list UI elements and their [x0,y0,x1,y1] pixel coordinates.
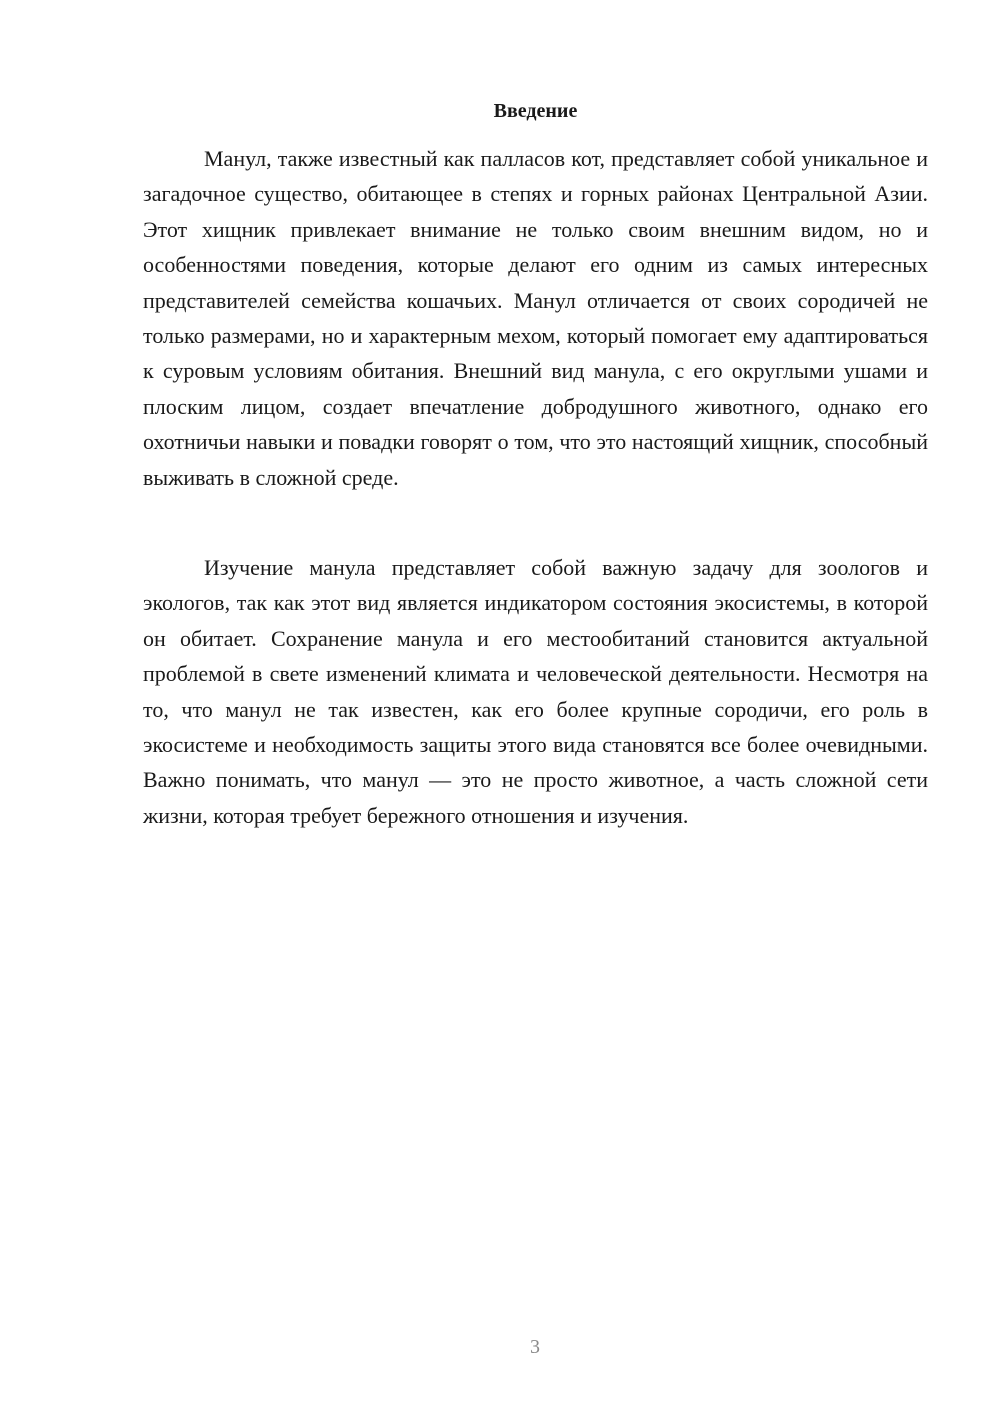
paragraph-intro-2: Изучение манула представляет собой важную задачу для зоологов и экологов, так как этот вид является индикатором состояния экосистемы, в которой он обитает. Сохранение манула и его местообитаний становится актуальной проблемой в свете изменений климата и человеческой деятельности. Несмотря на то, что манул не так известен, как его более крупные сородичи, его роль в экосистеме и необходимость защиты этого вида становятся все более очевидными. Важно понимать, что манул — это не просто животное, а часть сложной сети жизни, которая требует бережного отношения и изучения. [143,555,928,828]
paragraph-intro-1: Манул, также известный как палласов кот, представляет собой уникальное и загадочное существо, обитающее в степях и горных районах Центральной Азии. Этот хищник привлекает внимание не только своим внешним видом, но и особенностями поведения, которые делают его одним из самых интересных представителей семейства кошачьих. Манул отличается от своих сородичей не только размерами, но и характерным мехом, который помогает ему адаптироваться к суровым условиям обитания. Внешний вид манула, с его округлыми ушами и плоским лицом, создает впечатление добродушного животного, однако его охотничьи навыки и повадки говорят о том, что это настоящий хищник, способный выживать в сложной среде. [143,146,928,490]
page-number: 3 [530,1336,540,1358]
section-heading: Введение [493,100,578,122]
